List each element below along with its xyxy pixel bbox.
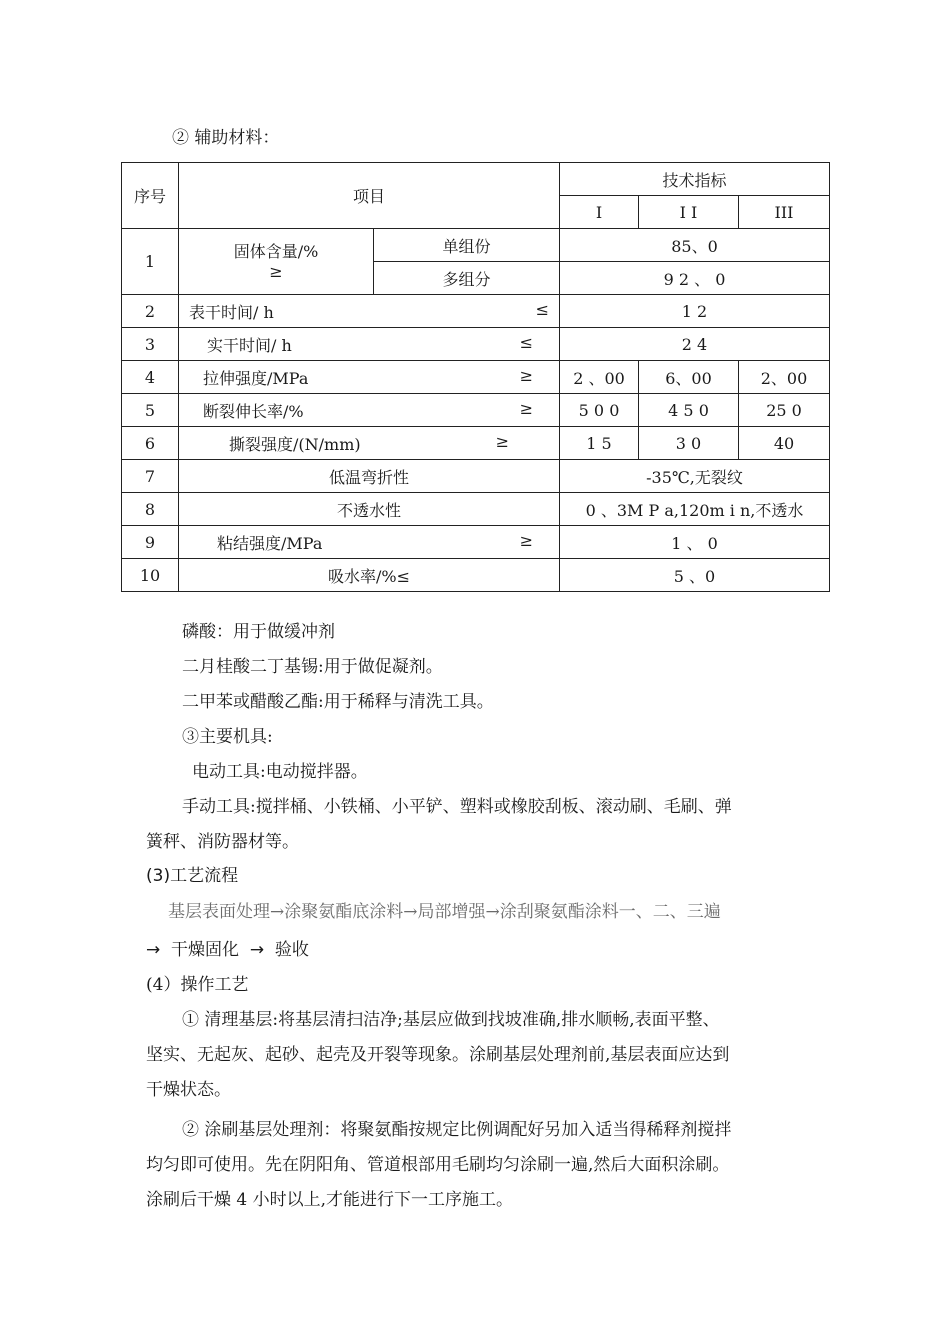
cell-value-grade-2: 6、00 — [639, 361, 739, 394]
cell-item-label: 断裂伸长率/% — [203, 401, 304, 421]
table-row — [122, 394, 830, 427]
cell-seq: 9 — [122, 526, 179, 559]
cell-item — [179, 295, 560, 328]
header-grade-3: III — [739, 196, 830, 229]
paragraph-phosphoric-acid: 磷酸：用于做缓冲剂 — [182, 622, 335, 642]
table-row — [122, 427, 830, 460]
table-row — [122, 361, 830, 394]
header-grade-2: I I — [639, 196, 739, 229]
cell-item-sign: ≥ — [519, 530, 534, 550]
cell-seq: 4 — [122, 361, 179, 394]
cell-value-grade-1: 2 、00 — [560, 361, 639, 394]
cell-item-label: 粘结强度/MPa — [217, 533, 323, 553]
table-row — [122, 460, 830, 493]
section-main-tools-title: ③主要机具: — [182, 727, 273, 747]
cell-item-label: 拉伸强度/MPa — [203, 368, 309, 388]
paragraph-clean-base-line3: 干燥状态。 — [146, 1080, 231, 1100]
table-row — [122, 229, 830, 262]
table-row — [122, 328, 830, 361]
table-row — [122, 526, 830, 559]
section-aux-materials-title: ② 辅助材料： — [172, 128, 280, 148]
cell-item: 不透水性 — [179, 493, 560, 526]
cell-value: 5 、0 — [560, 559, 830, 592]
cell-value-grade-3: 40 — [739, 427, 830, 460]
cell-subitem: 多组分 — [374, 262, 560, 295]
cell-item-label: 表干时间/ h — [189, 302, 274, 322]
cell-value: 9 2 、 0 — [560, 262, 830, 295]
cell-value-grade-2: 3 0 — [639, 427, 739, 460]
cell-seq: 8 — [122, 493, 179, 526]
paragraph-clean-base-line2: 坚实、无起灰、起砂、起壳及开裂等现象。涂刷基层处理剂前,基层表面应达到 — [146, 1045, 730, 1065]
cell-value: -35℃,无裂纹 — [560, 460, 830, 493]
cell-value: 1 、 0 — [560, 526, 830, 559]
cell-item: 低温弯折性 — [179, 460, 560, 493]
process-flow-line2: → 干燥固化 → 验收 — [146, 940, 309, 960]
cell-seq: 7 — [122, 460, 179, 493]
paragraph-electric-tools: 电动工具:电动搅拌器。 — [192, 762, 368, 782]
cell-value: 1 2 — [560, 295, 830, 328]
cell-seq: 5 — [122, 394, 179, 427]
cell-item-sign: ≤ — [519, 332, 534, 352]
cell-value-grade-1: 1 5 — [560, 427, 639, 460]
paragraph-manual-tools-line2: 簧秤、消防器材等。 — [146, 832, 299, 852]
header-item: 项目 — [179, 163, 560, 229]
cell-item — [179, 427, 560, 460]
section-process-flow-title: (3)工艺流程 — [146, 866, 239, 886]
process-flow-line1: 基层表面处理→涂聚氨酯底涂料→局部增强→涂刮聚氨酯涂料一、二、三遍 — [168, 902, 721, 922]
cell-item-label: 实干时间/ h — [207, 335, 292, 355]
cell-value-grade-2: 4 5 0 — [639, 394, 739, 427]
table-row — [122, 295, 830, 328]
cell-value: 85、0 — [560, 229, 830, 262]
paragraph-primer-line3: 涂刷后干燥 4 小时以上,才能进行下一工序施工。 — [146, 1190, 514, 1210]
cell-value-grade-3: 25 0 — [739, 394, 830, 427]
cell-value: 0 、3M P a,120m i n,不透水 — [560, 493, 830, 526]
paragraph-primer-line2: 均匀即可使用。先在阴阳角、管道根部用毛刷均匀涂刷一遍,然后大面积涂刷。 — [146, 1155, 730, 1175]
cell-item — [179, 328, 560, 361]
cell-seq: 3 — [122, 328, 179, 361]
header-grade-1: I — [560, 196, 639, 229]
header-seq: 序号 — [122, 163, 179, 229]
cell-value-grade-3: 2、00 — [739, 361, 830, 394]
cell-seq: 6 — [122, 427, 179, 460]
header-tech-spec: 技术指标 — [560, 163, 830, 196]
cell-value: 2 4 — [560, 328, 830, 361]
cell-item — [179, 526, 560, 559]
table-row — [122, 559, 830, 592]
paragraph-manual-tools-line1: 手动工具:搅拌桶、小铁桶、小平铲、塑料或橡胶刮板、滚动刷、毛刷、弹 — [182, 797, 732, 817]
cell-item-line2: ≥ — [269, 261, 283, 281]
cell-seq: 2 — [122, 295, 179, 328]
cell-item — [179, 229, 374, 295]
section-operation-title: (4）操作工艺 — [146, 975, 249, 995]
cell-item-sign: ≥ — [495, 431, 510, 451]
cell-subitem: 单组份 — [374, 229, 560, 262]
cell-value-grade-1: 5 0 0 — [560, 394, 639, 427]
cell-seq: 10 — [122, 559, 179, 592]
paragraph-xylene: 二甲苯或醋酸乙酯:用于稀释与清洗工具。 — [182, 692, 494, 712]
cell-item: 吸水率/%≤ — [179, 559, 560, 592]
paragraph-primer-line1: ② 涂刷基层处理剂：将聚氨酯按规定比例调配好另加入适当得稀释剂搅拌 — [182, 1120, 732, 1140]
cell-item-sign: ≤ — [535, 299, 550, 319]
technical-spec-table — [121, 162, 830, 592]
paragraph-clean-base-line1: ① 清理基层:将基层清扫洁净;基层应做到找坡准确,排水顺畅,表面平整、 — [182, 1010, 720, 1030]
table-row — [122, 493, 830, 526]
cell-item-line1: 固体含量/% — [233, 241, 319, 261]
cell-item — [179, 361, 560, 394]
cell-seq: 1 — [122, 229, 179, 295]
cell-item — [179, 394, 560, 427]
table-header-row — [122, 163, 830, 196]
cell-item-label: 撕裂强度/(N/mm) — [229, 434, 361, 454]
cell-item-sign: ≥ — [519, 365, 534, 385]
paragraph-dibutyltin: 二月桂酸二丁基锡:用于做促凝剂。 — [182, 657, 443, 677]
cell-item-sign: ≥ — [519, 398, 534, 418]
